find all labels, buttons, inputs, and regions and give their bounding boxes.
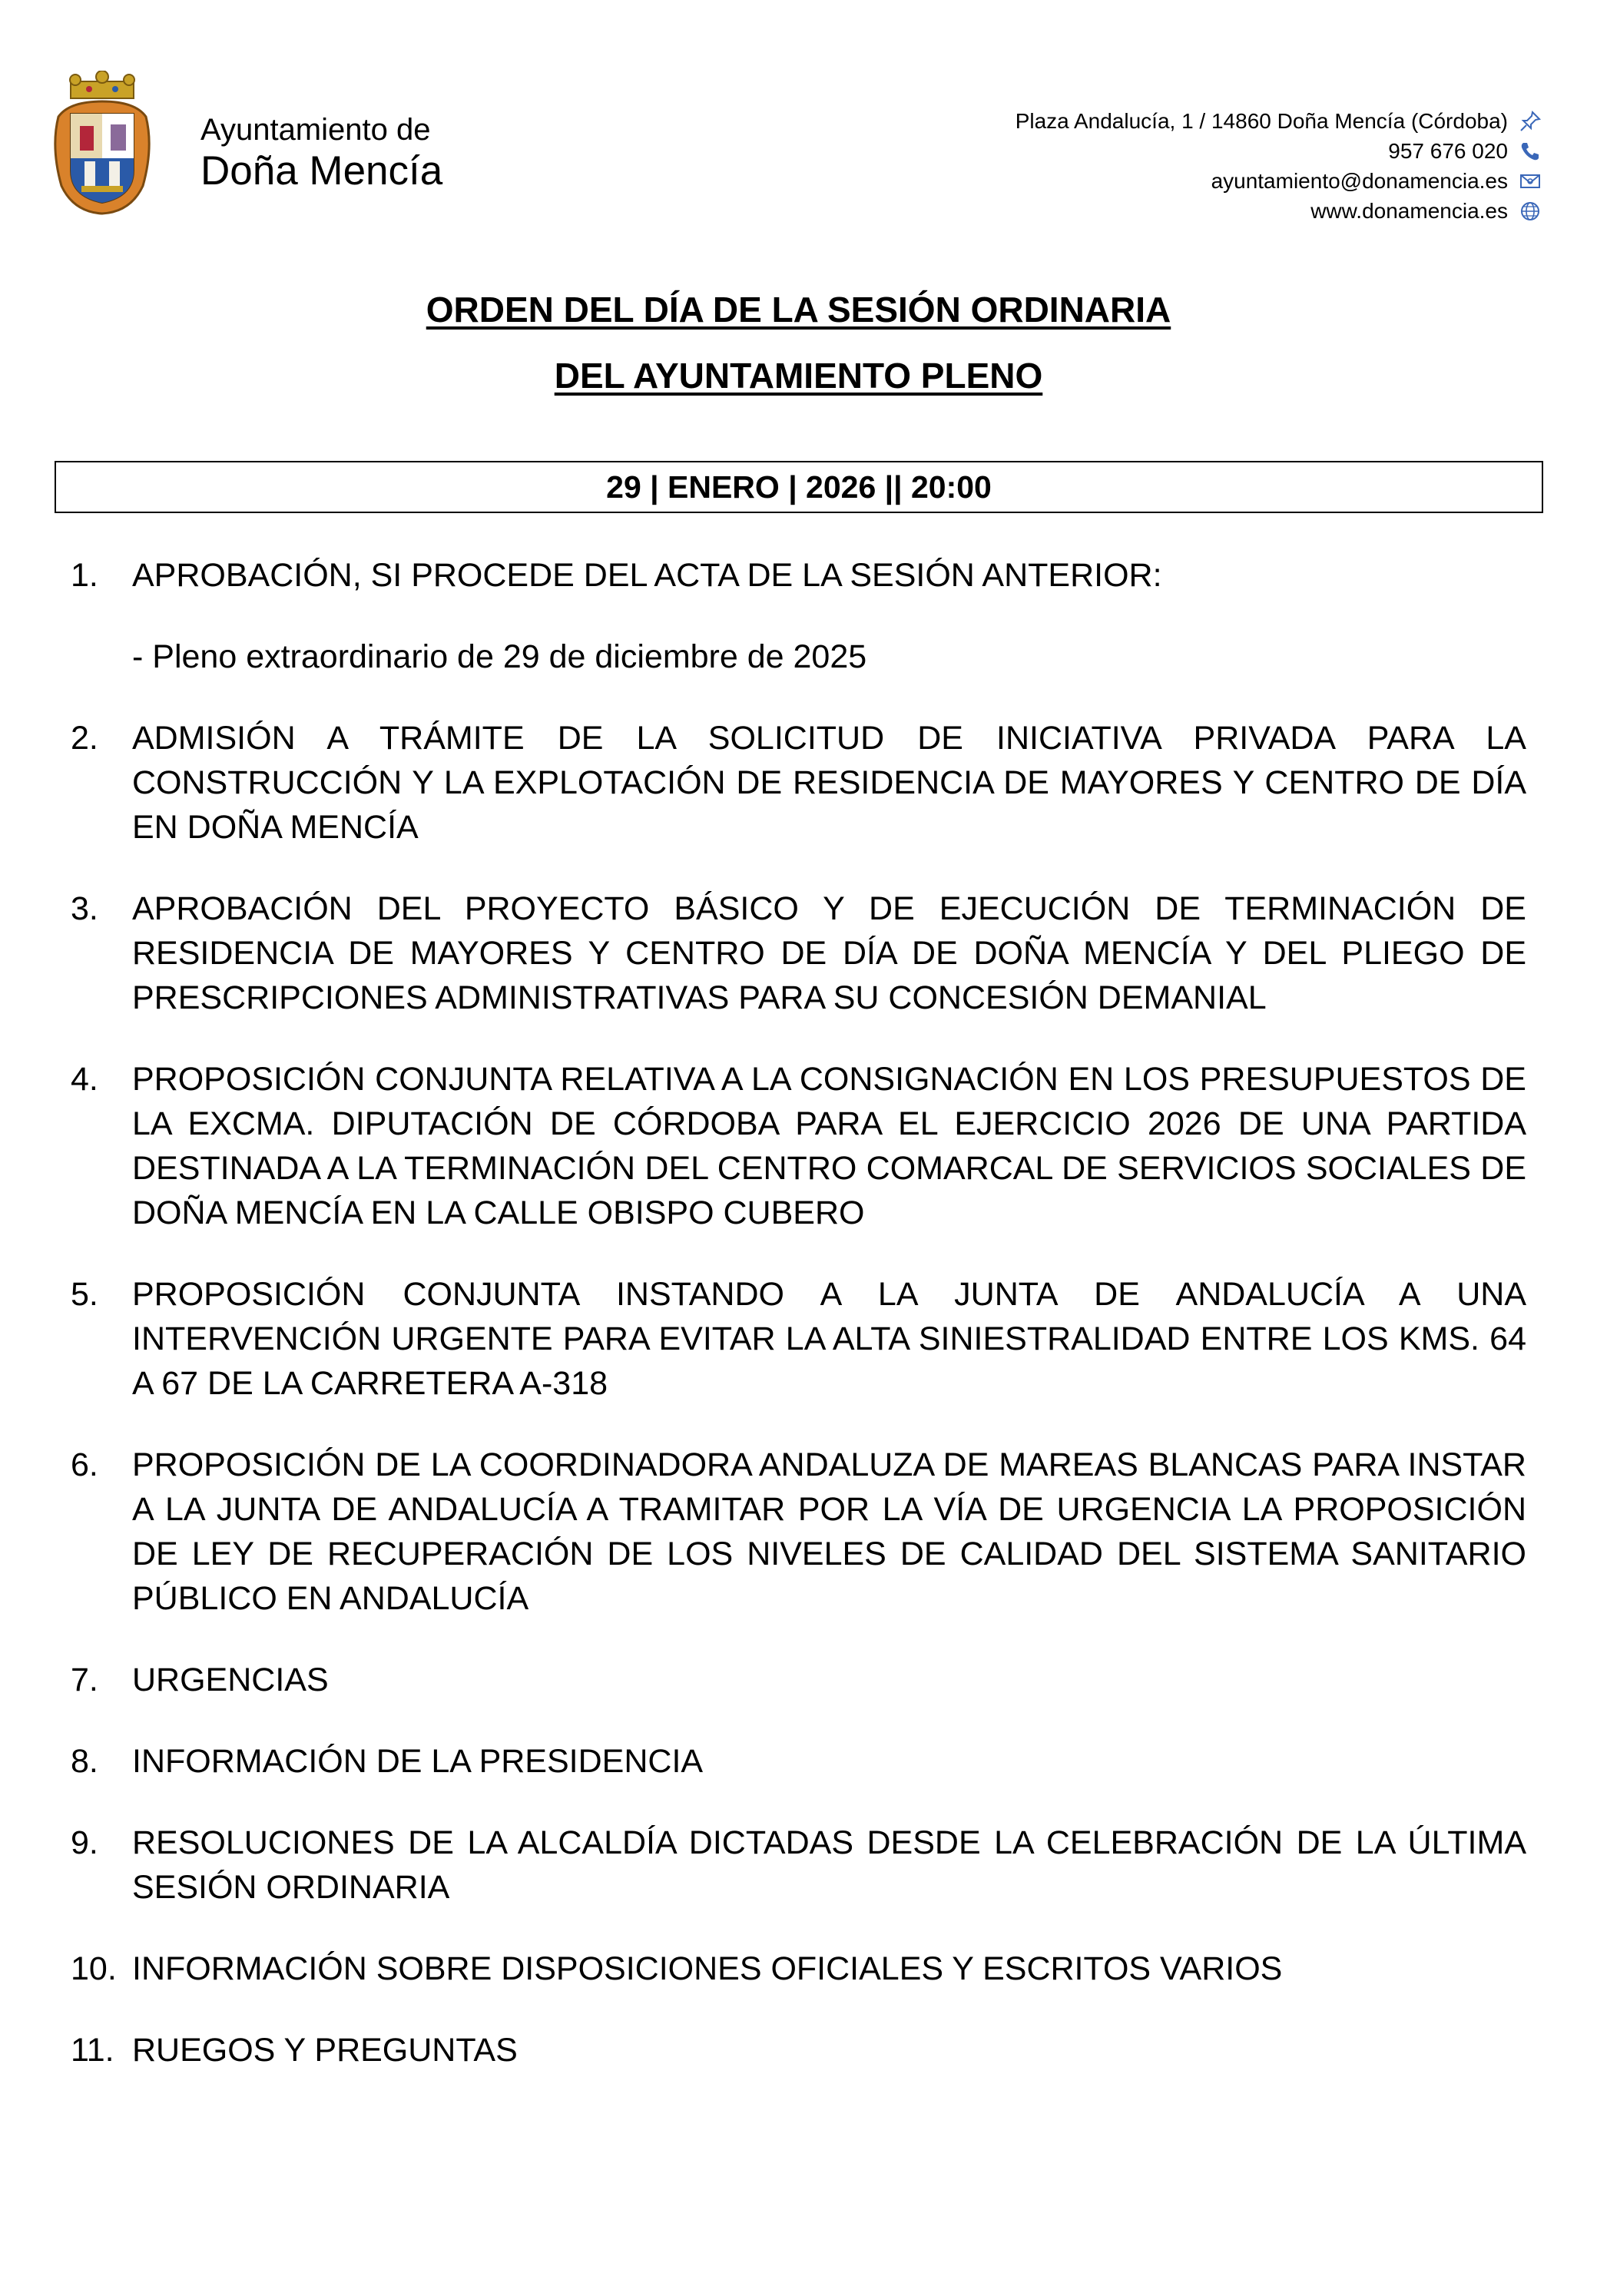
agenda-list <box>71 553 1526 2109</box>
contact-website[interactable] <box>1016 196 1545 226</box>
organization-name <box>200 112 442 195</box>
pin-icon <box>1519 110 1545 133</box>
agenda-item-number: 9. <box>71 1824 98 1861</box>
contact-address <box>1016 106 1545 136</box>
contact-phone <box>1016 136 1545 166</box>
agenda-item <box>71 553 1526 679</box>
agenda-item-text: URGENCIAS <box>132 1662 329 1698</box>
agenda-item-number: 5. <box>71 1276 98 1313</box>
agenda-item-text: ADMISIÓN A TRÁMITE DE LA SOLICITUD DE INICIATIVA PRIVADA PARA LA CONSTRUCCIÓN Y LA EXPLOTACIÓN DE RESIDENCIA DE MAYORES Y CENTRO DE DÍA EN DOÑA MENCÍA <box>132 720 1526 846</box>
agenda-item-text: RUEGOS Y PREGUNTAS <box>132 2032 518 2069</box>
agenda-item-number: 2. <box>71 720 98 757</box>
contact-block <box>1016 106 1545 226</box>
agenda-item <box>71 1658 1526 1702</box>
contact-email[interactable] <box>1016 166 1545 196</box>
globe-icon <box>1519 200 1545 223</box>
agenda-item-number: 10. <box>71 1950 117 1987</box>
agenda-item-text: APROBACIÓN, SI PROCEDE DEL ACTA DE LA SESIÓN ANTERIOR: <box>132 557 1162 594</box>
mail-icon <box>1519 170 1545 193</box>
agenda-item-number: 11. <box>71 2032 114 2069</box>
address-text: Plaza Andalucía, 1 / 14860 Doña Mencía (Córdoba) <box>1015 108 1508 133</box>
agenda-item-text: INFORMACIÓN SOBRE DISPOSICIONES OFICIALES Y ESCRITOS VARIOS <box>132 1950 1283 1987</box>
agenda-item-number: 7. <box>71 1662 98 1698</box>
agenda-item-number: 1. <box>71 557 98 594</box>
agenda-item-text: RESOLUCIONES DE LA ALCALDÍA DICTADAS DESDE LA CELEBRACIÓN DE LA ÚLTIMA SESIÓN ORDINARIA <box>132 1824 1526 1906</box>
agenda-item-text: PROPOSICIÓN DE LA COORDINADORA ANDALUZA DE MAREAS BLANCAS PARA INSTAR A LA JUNTA DE ANDALUCÍA A TRAMITAR POR LA VÍA DE URGENCIA LA PROPOSICIÓN DE LEY DE RECUPERACIÓN DE LOS NIVELES DE CALIDAD DEL SISTEMA SANITARIO PÚBLICO EN ANDALUCÍA <box>132 1446 1526 1617</box>
coat-of-arms-logo <box>51 71 154 217</box>
agenda-item <box>71 716 1526 850</box>
agenda-item-text: PROPOSICIÓN CONJUNTA INSTANDO A LA JUNTA DE ANDALUCÍA A UNA INTERVENCIÓN URGENTE PARA EVITAR LA ALTA SINIESTRALIDAD ENTRE LOS KMS. 64 A 67 DE LA CARRETERA A-318 <box>132 1276 1526 1402</box>
organization-line-2: Doña Mencía <box>200 148 443 194</box>
agenda-item-subtext: - Pleno extraordinario de 29 de diciembre de 2025 <box>132 638 867 675</box>
agenda-item <box>71 1739 1526 1784</box>
agenda-item-text: INFORMACIÓN DE LA PRESIDENCIA <box>132 1743 704 1780</box>
agenda-item-number: 3. <box>71 890 98 927</box>
agenda-item <box>71 1821 1526 1910</box>
agenda-item <box>71 1443 1526 1621</box>
organization-line-1: Ayuntamiento de <box>200 113 431 147</box>
agenda-item-number: 4. <box>71 1061 98 1098</box>
agenda-item <box>71 1057 1526 1235</box>
document-title-line-2: DEL AYUNTAMIENTO PLENO <box>554 356 1043 396</box>
agenda-item-text: PROPOSICIÓN CONJUNTA RELATIVA A LA CONSIGNACIÓN EN LOS PRESUPUESTOS DE LA EXCMA. DIPUTACIÓN DE CÓRDOBA PARA EL EJERCICIO 2026 DE UNA PARTIDA DESTINADA A LA TERMINACIÓN DEL CENTRO COMARCAL DE SERVICIOS SOCIALES DE DOÑA MENCÍA EN LA CALLE OBISPO CUBERO <box>132 1061 1526 1231</box>
phone-text: 957 676 020 <box>1388 138 1508 163</box>
agenda-item-text: APROBACIÓN DEL PROYECTO BÁSICO Y DE EJECUCIÓN DE TERMINACIÓN DE RESIDENCIA DE MAYORES Y CENTRO DE DÍA DE DOÑA MENCÍA Y DEL PLIEGO DE PRESCRIPCIONES ADMINISTRATIVAS PARA SU CONCESIÓN DEMANIAL <box>132 890 1526 1016</box>
agenda-item-number: 6. <box>71 1446 98 1483</box>
session-date: 29 | ENERO | 2026 || 20:00 <box>606 469 992 505</box>
agenda-item <box>71 1272 1526 1406</box>
website-text[interactable]: www.donamencia.es <box>1310 198 1508 223</box>
agenda-item <box>71 886 1526 1020</box>
agenda-item <box>71 2028 1526 2072</box>
session-date-box <box>55 461 1543 513</box>
phone-icon <box>1519 140 1545 163</box>
email-text[interactable]: ayuntamiento@donamencia.es <box>1211 168 1508 193</box>
agenda-item-number: 8. <box>71 1743 98 1780</box>
agenda-item <box>71 1946 1526 1991</box>
document-title-line-1: ORDEN DEL DÍA DE LA SESIÓN ORDINARIA <box>426 290 1171 330</box>
